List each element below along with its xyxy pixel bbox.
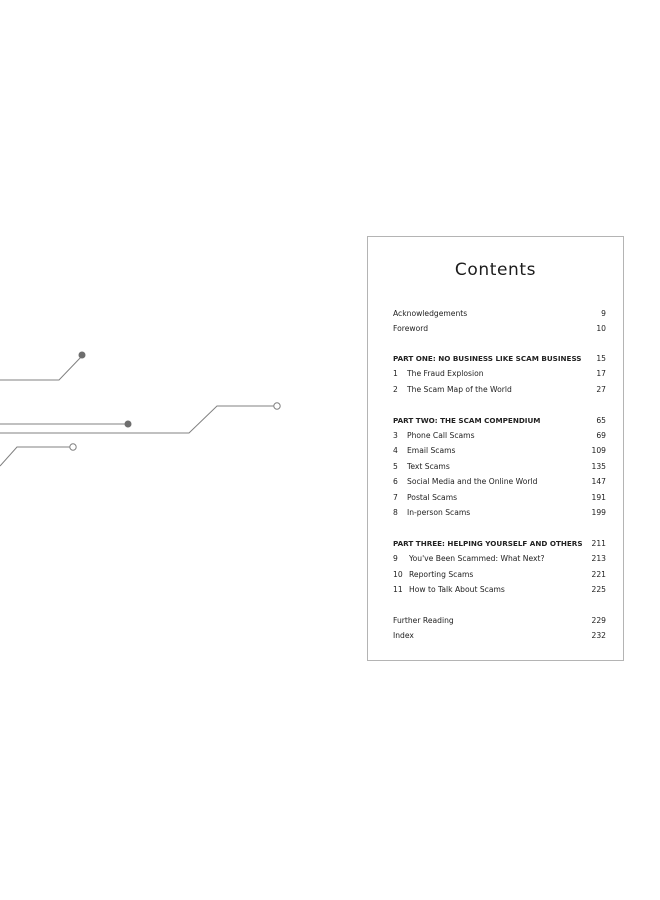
chapter-number: 4 [393, 446, 398, 455]
toc-page-number: 10 [596, 324, 606, 333]
toc-chapter-6 [393, 475, 606, 489]
toc-part-title: PART THREE: HELPING YOURSELF AND OTHERS [393, 539, 583, 548]
toc-entry-foreword [393, 322, 606, 336]
toc-page-number: 109 [591, 446, 606, 455]
toc-page-number: 9 [601, 309, 606, 318]
chapter-title: Reporting Scams [409, 570, 474, 579]
chapter-number: 9 [393, 554, 398, 563]
toc-chapter-10 [393, 568, 606, 582]
toc-chapter-4 [393, 444, 606, 458]
chapter-number: 2 [393, 385, 398, 394]
chapter-title: You've Been Scammed: What Next? [409, 554, 545, 563]
chapter-title: In-person Scams [407, 508, 471, 517]
chapter-title: Phone Call Scams [407, 431, 475, 440]
chapter-number: 1 [393, 369, 398, 378]
chapter-number: 5 [393, 462, 398, 471]
chapter-number: 3 [393, 431, 398, 440]
circuit-trace [0, 356, 82, 380]
toc-part-title: PART ONE: NO BUSINESS LIKE SCAM BUSINESS [393, 354, 582, 363]
chapter-title: Email Scams [407, 446, 456, 455]
toc-page-number: 232 [591, 631, 606, 640]
chapter-title: How to Talk About Scams [409, 585, 505, 594]
toc-page-number: 191 [591, 493, 606, 502]
circuit-node-hollow [70, 444, 76, 450]
toc-chapter-2 [393, 383, 606, 397]
toc-part-three-heading [393, 537, 606, 551]
circuit-node-hollow [274, 403, 280, 409]
toc-chapter-11 [393, 583, 606, 597]
chapter-title: The Fraud Explosion [407, 369, 484, 378]
toc-page-number: 65 [596, 416, 606, 425]
toc-page-number: 147 [591, 477, 606, 486]
contents-title: Contents [454, 260, 537, 280]
toc-page-number: 27 [596, 385, 606, 394]
chapter-number: 6 [393, 477, 398, 486]
toc-page-number: 229 [591, 616, 606, 625]
toc-part-two-heading [393, 414, 606, 428]
circuit-trace [0, 447, 73, 466]
chapter-number: 7 [393, 493, 398, 502]
toc-part-one-heading [393, 352, 606, 366]
toc-page-number: 225 [591, 585, 606, 594]
chapter-title: The Scam Map of the World [407, 385, 512, 394]
toc-chapter-9 [393, 552, 606, 566]
circuit-decoration [0, 340, 300, 480]
chapter-title: Social Media and the Online World [407, 477, 538, 486]
chapter-number: 10 [393, 570, 403, 579]
toc-page-number: 17 [596, 369, 606, 378]
toc-entry-title: Further Reading [393, 616, 454, 625]
toc-page-number: 199 [591, 508, 606, 517]
toc-entry-title: Foreword [393, 324, 429, 333]
toc-entry-title: Acknowledgements [393, 309, 468, 318]
circuit-node-filled [125, 421, 132, 428]
toc-entry-further-reading [393, 614, 606, 628]
circuit-node-filled [79, 352, 86, 359]
toc-chapter-3 [393, 429, 606, 443]
toc-page-number: 135 [591, 462, 606, 471]
toc-chapter-8 [393, 506, 606, 520]
contents-page [367, 236, 624, 661]
toc-page-number: 213 [591, 554, 606, 563]
chapter-number: 11 [393, 585, 403, 594]
toc-chapter-1 [393, 367, 606, 381]
chapter-title: Postal Scams [407, 493, 458, 502]
toc-chapter-7 [393, 491, 606, 505]
chapter-number: 8 [393, 508, 398, 517]
toc-entry-title: Index [393, 631, 414, 640]
toc-chapter-5 [393, 460, 606, 474]
toc-part-title: PART TWO: THE SCAM COMPENDIUM [393, 416, 541, 425]
toc-page-number: 69 [596, 431, 606, 440]
toc-page-number: 15 [596, 354, 606, 363]
toc-page-number: 221 [591, 570, 606, 579]
toc-entry-acknowledgements [393, 307, 606, 321]
circuit-trace [0, 406, 277, 433]
chapter-title: Text Scams [407, 462, 450, 471]
toc-page-number: 211 [591, 539, 606, 548]
toc-entry-index [393, 629, 606, 643]
